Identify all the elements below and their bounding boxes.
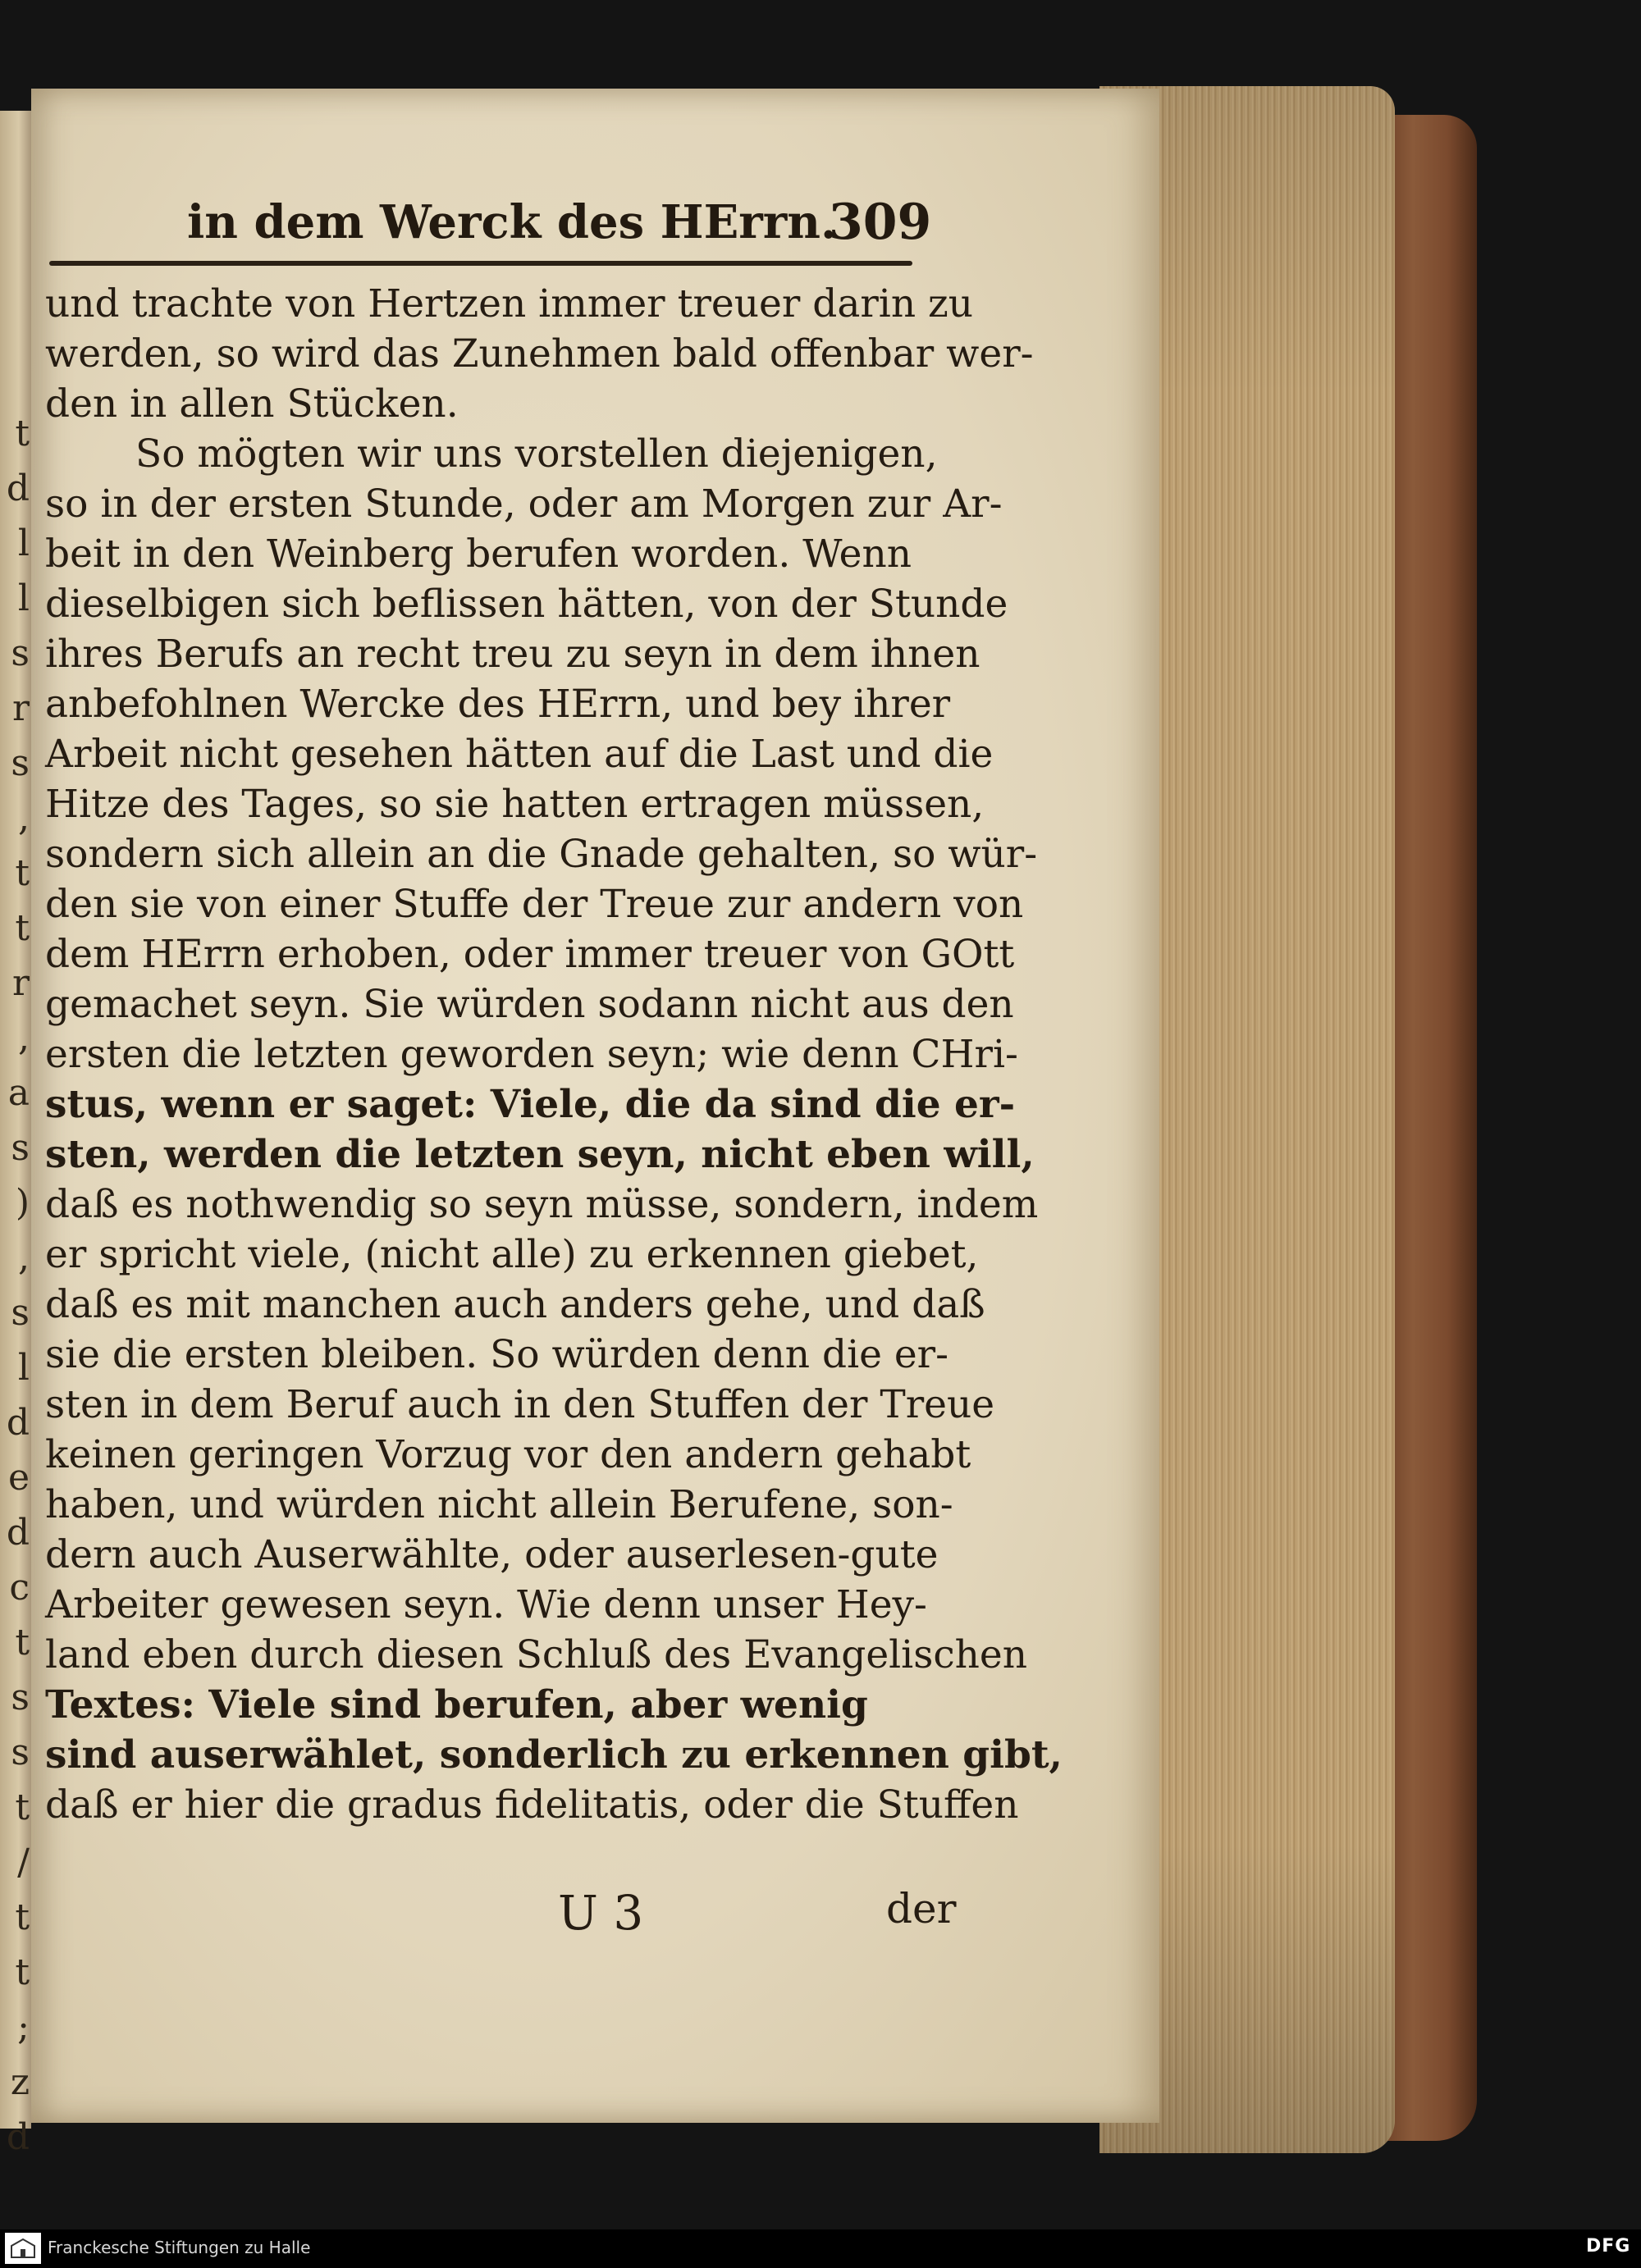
- margin-fragment: c: [9, 1567, 30, 1609]
- margin-fragment: /: [17, 1841, 30, 1883]
- margin-fragment: t: [15, 413, 30, 454]
- text-line: daß es mit manchen auch anders gehe, und daß: [45, 1282, 985, 1327]
- margin-fragment: r: [11, 687, 30, 729]
- margin-fragment: t: [15, 1787, 30, 1828]
- text-line: So mögten wir uns vorstellen diejenigen,: [135, 431, 938, 477]
- text-line: dem HErrn erhoben, oder immer treuer von GOtt: [45, 932, 1015, 977]
- margin-fragment: l: [17, 577, 30, 619]
- text-line: ihres Berufs an recht treu zu seyn in dem ihnen: [45, 632, 980, 677]
- footer-credit: Franckesche Stiftungen zu Halle: [48, 2238, 311, 2257]
- margin-fragment: t: [15, 852, 30, 894]
- text-line: daß er hier die gradus fidelitatis, oder die Stuffen: [45, 1782, 1019, 1828]
- margin-fragment: l: [17, 523, 30, 564]
- margin-fragment: ,: [18, 1017, 30, 1059]
- text-line: keinen geringen Vorzug vor den andern gehabt: [45, 1432, 971, 1477]
- header-rule: [49, 261, 912, 266]
- margin-fragment: d: [6, 2116, 30, 2158]
- left-margin-fragments: [2, 406, 30, 2158]
- margin-fragment: s: [11, 1292, 30, 1334]
- left-page-sliver: [0, 111, 31, 2158]
- page-number: 309: [829, 194, 932, 251]
- body-text: [45, 279, 1063, 1830]
- text-line: sind auserwählet, sonderlich zu erkennen gibt,: [45, 1732, 1063, 1777]
- text-line: ersten die letzten geworden seyn; wie denn CHri-: [45, 1032, 1018, 1077]
- margin-fragment: d: [6, 468, 30, 509]
- text-line: land eben durch diesen Schluß des Evangelischen: [45, 1632, 1028, 1677]
- margin-fragment: l: [17, 1347, 30, 1389]
- text-line: und trachte von Hertzen immer treuer darin zu: [45, 281, 974, 326]
- institution-logo-icon: [5, 2233, 41, 2264]
- margin-fragment: s: [11, 742, 30, 784]
- margin-fragment: t: [15, 1622, 30, 1663]
- margin-fragment: t: [15, 1951, 30, 1993]
- margin-fragment: s: [11, 1677, 30, 1718]
- text-line: dern auch Auserwählte, oder auserlesen-gute: [45, 1532, 939, 1577]
- margin-fragment: r: [11, 962, 30, 1004]
- text-line: Hitze des Tages, so sie hatten ertragen müssen,: [45, 782, 985, 827]
- margin-fragment: t: [15, 907, 30, 949]
- running-head: in dem Werck des HErrn.: [187, 195, 837, 249]
- margin-fragment: a: [7, 1072, 30, 1114]
- margin-fragment: ;: [17, 2006, 30, 2048]
- text-line: sondern sich allein an die Gnade gehalten, so wür-: [45, 832, 1038, 877]
- margin-fragment: d: [6, 1402, 30, 1444]
- margin-fragment: s: [11, 1127, 30, 1169]
- margin-fragment: ,: [18, 797, 30, 839]
- text-line: den sie von einer Stuffe der Treue zur andern von: [45, 882, 1024, 927]
- text-line: beit in den Weinberg berufen worden. Wenn: [45, 532, 912, 577]
- text-line: sten, werden die letzten seyn, nicht eben will,: [45, 1132, 1035, 1177]
- catchword: der: [886, 1885, 957, 1933]
- text-line: Arbeit nicht gesehen hätten auf die Last und die: [45, 732, 994, 777]
- margin-fragment: ): [15, 1182, 30, 1224]
- text-line: daß es nothwendig so seyn müsse, sondern, indem: [45, 1182, 1039, 1227]
- margin-fragment: d: [6, 1512, 30, 1554]
- text-line: dieselbigen sich beflissen hätten, von der Stunde: [45, 582, 1008, 627]
- margin-fragment: z: [10, 2061, 30, 2103]
- margin-fragment: ,: [18, 1237, 30, 1279]
- footer-brand-logo: DFG: [1586, 2236, 1631, 2257]
- text-line: er spricht viele, (nicht alle) zu erkennen giebet,: [45, 1232, 979, 1277]
- text-line: stus, wenn er saget: Viele, die da sind die er-: [45, 1082, 1016, 1127]
- text-line: haben, und würden nicht allein Berufene, son-: [45, 1482, 953, 1527]
- text-line: den in allen Stücken.: [45, 381, 459, 427]
- text-line: werden, so wird das Zunehmen bald offenbar wer-: [45, 331, 1034, 376]
- margin-fragment: e: [7, 1457, 30, 1499]
- signature-mark: U 3: [558, 1885, 644, 1941]
- margin-fragment: s: [11, 632, 30, 674]
- text-line: anbefohlnen Wercke des HErrn, und bey ihrer: [45, 682, 951, 727]
- margin-fragment: t: [15, 1896, 30, 1938]
- margin-fragment: s: [11, 1732, 30, 1773]
- text-line: Textes: Viele sind berufen, aber wenig: [45, 1682, 868, 1727]
- text-line: so in der ersten Stunde, oder am Morgen zur Ar-: [45, 481, 1003, 527]
- text-line: gemachet seyn. Sie würden sodann nicht aus den: [45, 982, 1014, 1027]
- text-line: sten in dem Beruf auch in den Stuffen der Treue: [45, 1382, 995, 1427]
- text-line: Arbeiter gewesen seyn. Wie denn unser Hey-: [45, 1582, 927, 1627]
- text-line: sie die ersten bleiben. So würden denn die er-: [45, 1332, 949, 1377]
